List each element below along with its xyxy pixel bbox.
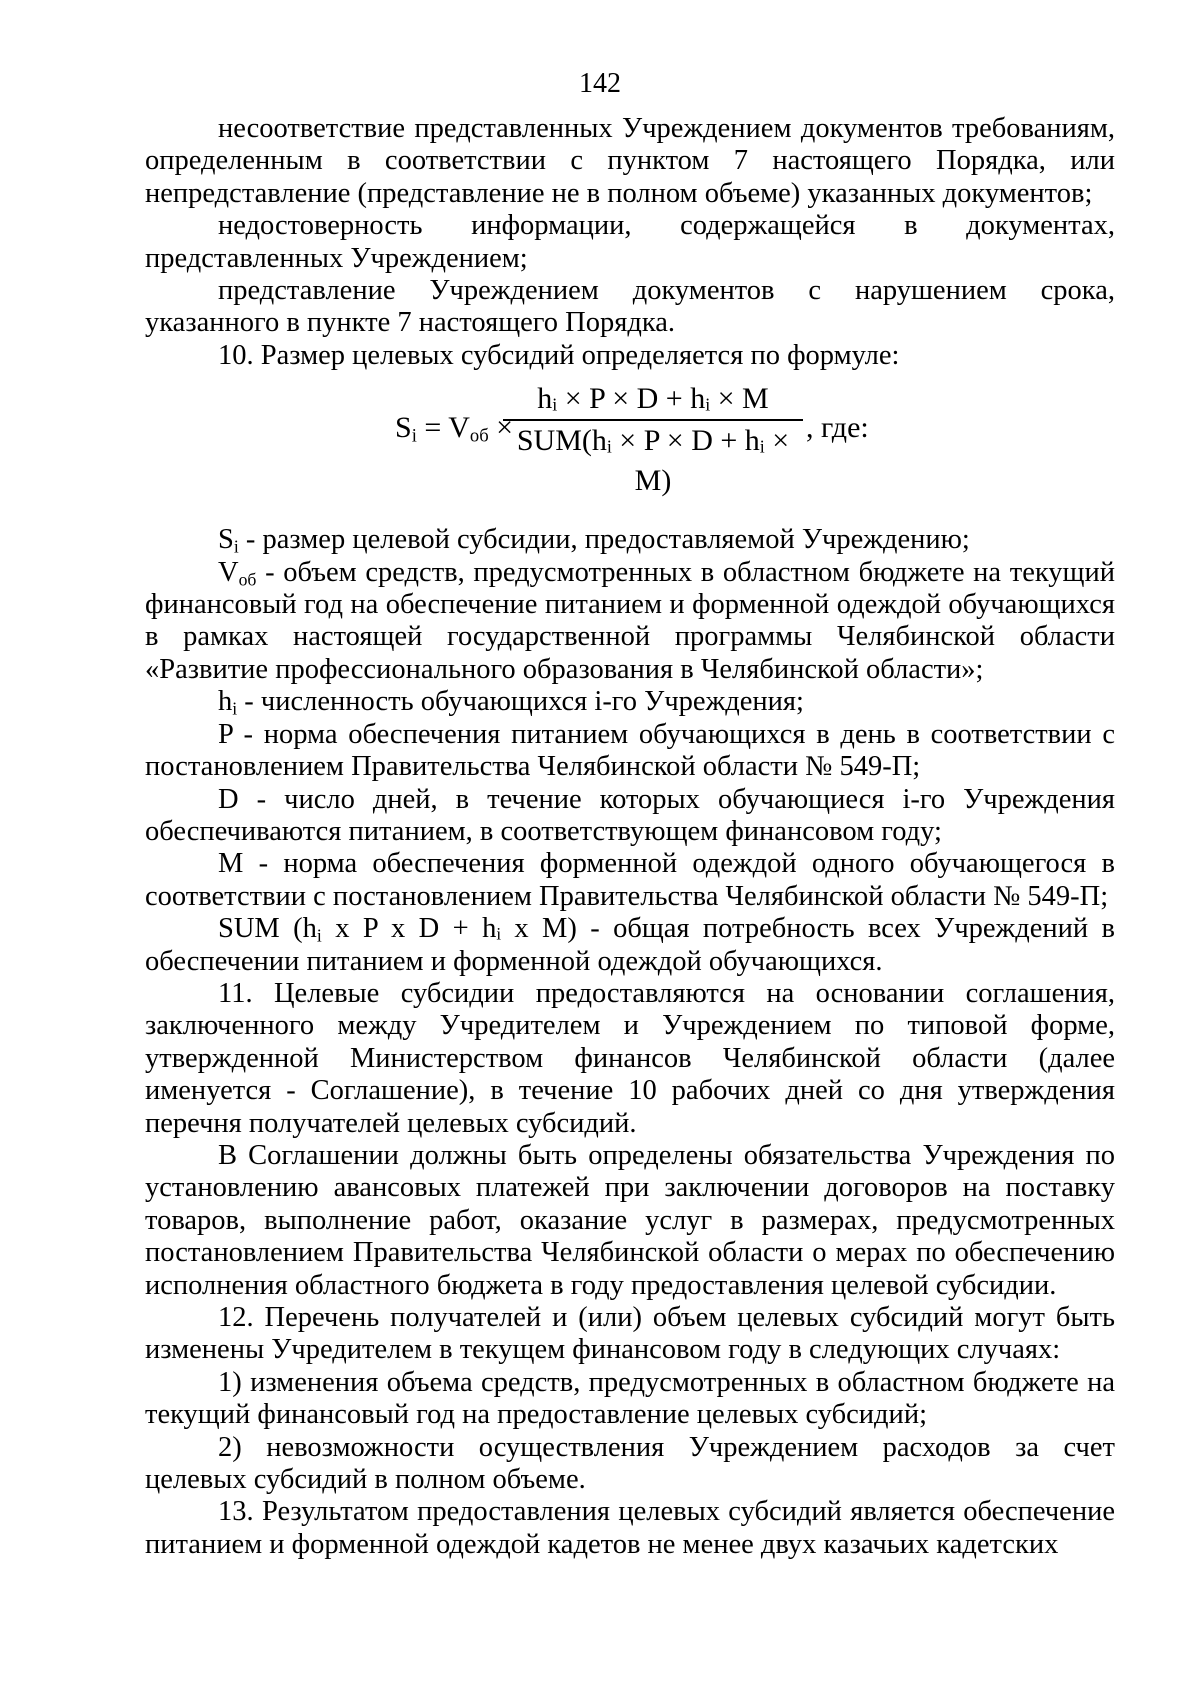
subsidy-formula <box>145 372 1115 524</box>
formula-lhs: $S_i = V_{об}$ × <box>395 411 514 447</box>
paragraph: представление Учреждением документов с нарушением срока, указанного в пункте 7 настоящего Порядка. <box>145 275 1115 339</box>
definition: $V_{об}$ - объем средств, предусмотренных в областном бюджете на текущий финансовый год на обеспечение питанием и форменной одеждой обучающихся в рамках настоящей государственной программы Челябинской области «Развитие профессионального образования в Челябинской области»; <box>145 556 1115 685</box>
definition: $h_i$ - численность обучающихся i-го Учреждения; <box>218 686 804 719</box>
paragraph: 10. Размер целевых субсидий определяется по формуле: <box>218 339 900 371</box>
formula-denominator: SUM(hᵢ × P × D + hᵢ × M) <box>516 424 790 498</box>
paragraph: 1) изменения объема средств, предусмотренных в областном бюджете на текущий финансовый год на предоставление целевых субсидий; <box>145 1366 1115 1431</box>
formula-numerator: hᵢ × P × D + hᵢ × M <box>537 382 769 416</box>
paragraph: 13. Результатом предоставления целевых субсидий является обеспечение питанием и форменной одеждой кадетов не менее двух казачьих кадетских <box>145 1496 1115 1560</box>
definition: P - норма обеспечения питанием обучающихся в день в соответствии с постановлением Правительства Челябинской области № 549-П; <box>145 718 1115 783</box>
paragraph: недостоверность информации, содержащейся в документах, представленных Учреждением; <box>145 210 1115 274</box>
definition: SUM ($h_i$ x P x D + hᵢ x M) - общая потребность всех Учреждений в обеспечении питанием и форменной одеждой обучающихся. <box>145 913 1115 977</box>
definition: М - норма обеспечения форменной одеждой одного обучающегося в соответствии с постановлением Правительства Челябинской области № 549-П; <box>145 848 1115 912</box>
paragraph: 2) невозможности осуществления Учреждением расходов за счет целевых субсидий в полном объеме. <box>145 1431 1115 1496</box>
paragraph: В Соглашении должны быть определены обязательства Учреждения по установлению авансовых платежей при заключении договоров на поставку товаров, выполнение работ, оказание услуг в размерах, предусмотренных постановлением Правительства Челябинской области о мерах по обеспечению исполнения областного бюджета в году предоставления целевой субсидии. <box>145 1139 1115 1301</box>
definition: D - число дней, в течение которых обучающиеся i-го Учреждения обеспечиваются питанием, в соответствующем финансовом году; <box>145 783 1115 847</box>
paragraph: несоответствие представленных Учреждением документов требованиям, определенным в соответствии с пунктом 7 настоящего Порядка, или непредставление (представление не в полном объеме) указанных документов; <box>145 113 1115 209</box>
formula-tail: , где: <box>806 411 869 445</box>
definition: $S_i$ - размер целевой субсидии, предоставляемой Учреждению; <box>218 524 970 557</box>
formula-fraction <box>503 379 803 501</box>
paragraph: 12. Перечень получателей и (или) объем целевых субсидий могут быть изменены Учредителем в текущем финансовом году в следующих случаях: <box>145 1302 1115 1366</box>
page-number: 142 <box>579 68 621 99</box>
paragraph: 11. Целевые субсидии предоставляются на основании соглашения, заключенного между Учредителем и Учреждением по типовой форме, утвержденной Министерством финансов Челябинской области (далее именуется - Соглашение), в течение 10 рабочих дней со дня утверждения перечня получателей целевых субсидий. <box>145 977 1115 1139</box>
document-body <box>145 113 1115 1561</box>
